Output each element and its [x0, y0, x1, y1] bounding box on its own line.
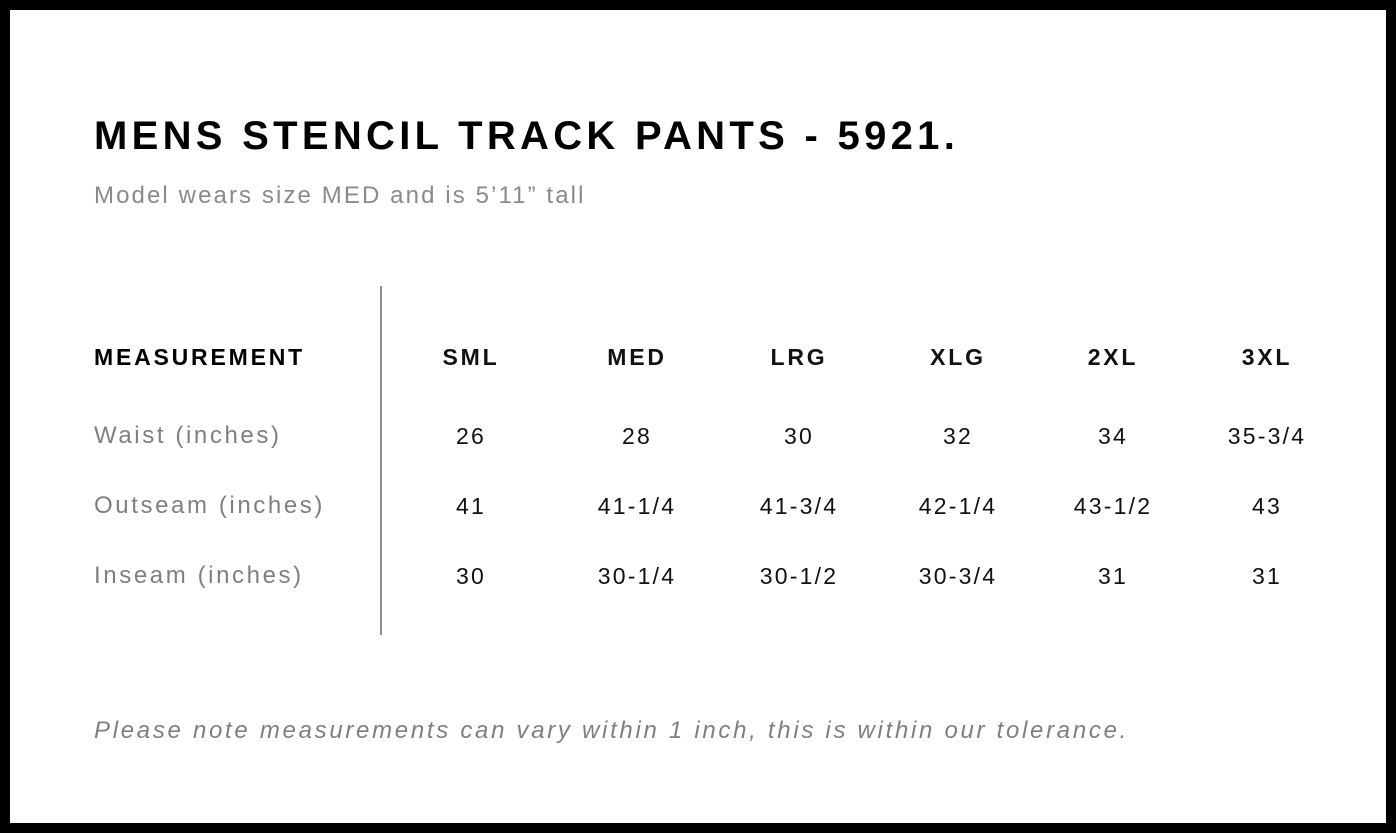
table-cell: 32	[943, 423, 973, 449]
table-cell: 41-3/4	[759, 493, 839, 519]
table-cell: 43-1/2	[1073, 493, 1153, 519]
size-header-3xl: 3XL	[1241, 344, 1293, 370]
table-cell: 31	[1252, 563, 1282, 589]
table-cell: 43	[1252, 493, 1282, 519]
row-label-waist: Waist (inches)	[94, 422, 282, 449]
page-title: MENS STENCIL TRACK PANTS - 5921.	[94, 114, 960, 158]
table-cell: 42-1/4	[918, 493, 998, 519]
measurement-header: MEASUREMENT	[94, 344, 305, 370]
table-cell: 30	[784, 423, 814, 449]
table-cell: 26	[456, 423, 486, 449]
row-label-outseam: Outseam (inches)	[94, 492, 325, 519]
size-chart-card	[10, 10, 1386, 823]
tolerance-note: Please note measurements can vary within 1 inch, this is within our tolerance.	[94, 717, 1130, 744]
table-cell: 30-3/4	[918, 563, 998, 589]
table-cell: 41	[456, 493, 486, 519]
model-info-subtitle: Model wears size MED and is 5’11” tall	[94, 182, 586, 209]
size-header-xlg: XLG	[930, 344, 986, 370]
table-cell: 31	[1098, 563, 1128, 589]
table-cell: 41-1/4	[597, 493, 677, 519]
row-label-inseam: Inseam (inches)	[94, 562, 304, 589]
table-cell: 28	[622, 423, 652, 449]
size-header-sml: SML	[442, 344, 500, 370]
table-cell: 34	[1098, 423, 1128, 449]
table-cell: 35-3/4	[1227, 423, 1307, 449]
table-cell: 30-1/4	[597, 563, 677, 589]
table-cell: 30-1/2	[759, 563, 839, 589]
size-header-2xl: 2XL	[1087, 344, 1139, 370]
size-header-lrg: LRG	[770, 344, 828, 370]
table-divider	[380, 286, 382, 635]
table-cell: 30	[456, 563, 486, 589]
size-header-med: MED	[607, 344, 667, 370]
